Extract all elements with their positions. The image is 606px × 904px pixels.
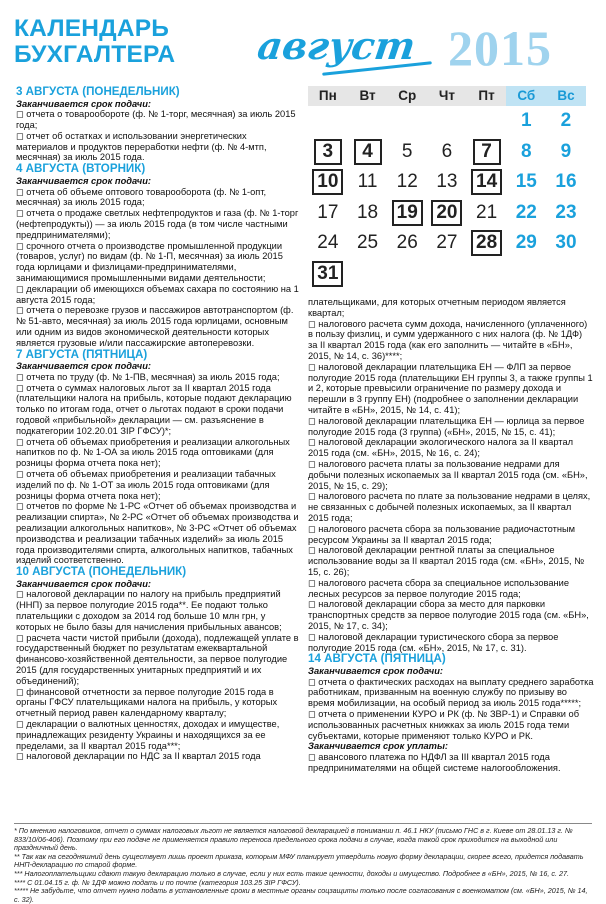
calendar-week-row <box>308 106 586 137</box>
calendar-empty-cell <box>348 106 388 137</box>
deadline-date-heading: 7 АВГУСТА (ПЯТНИЦА) <box>16 347 148 361</box>
weekday-label: Ср <box>398 88 417 103</box>
calendar-day <box>308 259 348 290</box>
deadline-item: ◻ налоговой декларации плательщика ЕН — юрлица за первое полугодие 2015 года (3 группа) («БН», 2015, № 15, с. 41); <box>308 415 585 437</box>
title-line-1: КАЛЕНДАРЬ <box>14 15 170 42</box>
deadline-item: ◻ отчета об объемах приобретения и реализации алкогольных напитков по ф. № 1-ОА за июль 2015 года оптовиками (для розницы форма отчета пока нет); <box>16 436 290 469</box>
calendar-day <box>387 198 427 229</box>
calendar-day <box>467 167 507 198</box>
page-title <box>14 16 175 68</box>
deadline-subheading: Заканчивается срок подачи: <box>16 361 151 372</box>
footnotes <box>14 827 592 904</box>
calendar-day-number: 1 <box>520 110 532 132</box>
calendar-day <box>308 167 348 198</box>
deadline-item: ◻ отчета о продаже светлых нефтепродуктов и газа (ф. № 1-торг (нефтепродукты)) — за июль 2015 года (в том числе частными предпринимателями); <box>16 208 299 240</box>
deadline-date-heading: 3 АВГУСТА (ПОНЕДЕЛЬНИК) <box>16 85 180 98</box>
deadline-item: ◻ налоговой декларации экологического налога за II квартал 2015 года (см. «БН», 2015, № 16, с. 24); <box>308 437 574 459</box>
deadline-item: ◻ отчетов по форме № 1-РС «Отчет об объемах производства и реализации спирта», № 2-РС «Отчет об объемах производства и реализации алкогольных напитков», № 3-РС «Отчет об объемах производства и реализации табачных изделий» за июль 2015 года производителями спирта, алкогольных напитков, табачных изделий соответственно. <box>16 501 299 566</box>
calendar-day-number: 19 <box>392 200 423 226</box>
calendar-day-number: 7 <box>473 139 501 165</box>
calendar-day-number: 27 <box>436 232 458 254</box>
calendar-empty-cell <box>506 259 546 290</box>
calendar-day <box>348 228 388 259</box>
calendar-day <box>546 137 586 168</box>
calendar-day <box>546 167 586 198</box>
calendar-day <box>546 198 586 229</box>
deadline-item: ◻ налоговой декларации по налогу на прибыль предприятий (ННП) за первое полугодие 2015 года**. Ее подают только плательщики с доходом за 2014 год больше 10 млн грн, у которых не было базы для начисления прибыльных авансов; <box>16 589 282 632</box>
calendar-day <box>546 106 586 137</box>
calendar-day-number: 26 <box>396 232 418 254</box>
deadline-item: ◻ налогового расчета сбора за специальное использование лесных ресурсов за первое полугодие 2015 года; <box>308 577 569 599</box>
deadline-item: ◻ отчета о суммах налоговых льгот за II квартал 2015 года (плательщики налога на прибыль, которые подают декларацию только по итогам года, отчет о льготах подают в сроки подачи годовой «прибыльной» декларации — см. разъяснение в подкатегории 102.20.01 ЗIР ГФСУ)*; <box>16 382 292 436</box>
calendar-day <box>427 137 467 168</box>
weekday-label: Пн <box>318 88 337 103</box>
calendar-day <box>348 198 388 229</box>
deadline-item: ◻ налоговой декларации по НДС за II квартал 2015 года <box>16 751 261 762</box>
calendar-day <box>387 137 427 168</box>
calendar-day-number: 13 <box>436 171 458 193</box>
deadline-column-right <box>308 297 594 774</box>
deadline-item: ◻ налоговой декларации сбора за место для парковки транспортных средств за первое полугодие 2015 года (см. «БН», 2015, № 17, с. 34); <box>308 599 589 631</box>
deadline-item: ◻ налогового расчета платы за пользование недрами для добычи полезных ископаемых за II квартал 2015 года (см. «БН», 2015, № 15, с. 29); <box>308 458 588 491</box>
calendar-day <box>348 167 388 198</box>
calendar-day-number: 25 <box>356 232 379 254</box>
calendar-day <box>506 198 546 229</box>
footnote-divider <box>14 823 592 824</box>
deadline-column-left <box>16 86 300 762</box>
calendar-empty-cell <box>387 106 427 137</box>
deadline-item: ◻ отчета по труду (ф. № 1-ПВ, месячная) за июль 2015 года; <box>16 371 280 382</box>
calendar-day-number: 15 <box>515 171 537 193</box>
calendar-day <box>308 137 348 168</box>
calendar-week-row <box>308 259 586 290</box>
calendar-day-number: 31 <box>312 261 343 287</box>
calendar-day <box>348 137 388 168</box>
deadline-item: ◻ налогового расчета по плате за пользование недрами в целях, не связанных с добычей полезных ископаемых, за II квартал 2015 года; <box>308 491 591 523</box>
calendar-day <box>467 198 507 229</box>
calendar-day-number: 14 <box>471 169 502 195</box>
deadline-item: ◻ расчета части чистой прибыли (дохода), подлежащей уплате в государственный бюджет по результатам ежеквартальной финансово-хозяйственной деятельности, за первое полугодие 2015 (для государственных унитарных предприятий и их объединений); <box>16 632 299 686</box>
calendar-day <box>387 167 427 198</box>
calendar-week-row <box>308 198 586 229</box>
deadline-item: ◻ отчета о применении КУРО и РК (ф. № ЗВР-1) и Справки об использованных расчетных книжках за июль 2015 года теми субъектами, которые применяют только КУРО и РК. <box>308 708 580 741</box>
calendar-day-number: 12 <box>396 171 418 193</box>
footnote: *** Налогоплательщики сдают такую декларацию только в случае, если у них есть такие ценности, доходы и имущество. Подробнее в «БН», 2015, № 16, с. 27. <box>14 868 569 878</box>
deadline-subheading: Заканчивается срок подачи: <box>16 98 151 109</box>
deadline-date-heading: 14 АВГУСТА (ПЯТНИЦА) <box>308 652 446 666</box>
footnote: ***** Не забудьте, что отчет нужно подать в установленные сроки в местные органы соцзащиты только после согласования с военкоматом (см. «БН», 2015, № 14, с. 32). <box>14 886 588 904</box>
calendar-day <box>506 137 546 168</box>
calendar-day <box>427 167 467 198</box>
deadline-subheading: Заканчивается срок подачи: <box>16 175 151 186</box>
calendar-day-number: 22 <box>515 201 537 223</box>
calendar-empty-cell <box>467 259 507 290</box>
calendar-day-number: 4 <box>354 139 382 165</box>
calendar-day <box>546 228 586 259</box>
deadline-item: ◻ отчета о перевозке грузов и пассажиров автотранспортом (ф. № 51-авто, месячная) за июль 2015 года юрлицами, основным или одним из видов экономической деятельности которых является грузовые и/или пассажирские автоперевозки. <box>16 305 294 348</box>
deadline-item: ◻ налоговой декларации плательщика ЕН — ФЛП за первое полугодие 2015 года (плательщики ЕН группы 3, а также группы 1 и 2, которые превысили ограничение по размеру дохода и перешли в 3 группу ЕН) (подробнее о заполнении декларации читайте в «БН», 2015, № 14, с. 41); <box>308 361 593 415</box>
deadline-item: ◻ финансовой отчетности за первое полугодие 2015 года в органы ГФСУ плательщиками налога на прибыль, у которых отчетный период равен календарному кварталу; <box>16 686 278 719</box>
deadline-item: ◻ срочного отчета о производстве промышленной продукции (товаров, услуг) по видам (ф. № 1-П, месячная) за июль 2015 года юрлицами и физлицами-предпринимателями, занимающимися промышленными видами деятельности; <box>16 240 283 283</box>
calendar-day-number: 24 <box>317 232 339 254</box>
calendar-day <box>506 228 546 259</box>
deadline-item: ◻ отчет об остатках и использовании энергетических материалов и продуктов переработки нефти (ф. № 4-мтп, месячная) за июль 2015 года. <box>16 130 267 163</box>
deadline-item: ◻ отчета о товарообороте (ф. № 1-торг, месячная) за июль 2015 года; <box>16 109 296 131</box>
weekday-label: Вс <box>546 86 586 106</box>
deadline-subheading: Заканчивается срок подачи: <box>308 665 443 676</box>
title-line-2: БУХГАЛТЕРА <box>14 41 176 68</box>
deadline-item: плательщиками, для которых отчетным периодом является квартал; <box>308 297 566 318</box>
calendar-day-number: 10 <box>312 169 343 195</box>
calendar-day <box>506 106 546 137</box>
weekday-label: Сб <box>506 86 546 106</box>
deadline-item: ◻ налоговой декларации туристического сбора за первое полугодие 2015 года (см. «БН», 2015, № 17, с. 31). <box>308 631 559 653</box>
calendar-empty-cell <box>308 106 348 137</box>
calendar-weekday-header <box>308 86 586 106</box>
calendar-grid <box>308 86 586 289</box>
calendar-day-number: 5 <box>401 140 413 162</box>
month-label: август <box>254 23 419 68</box>
calendar-day-number: 8 <box>520 140 532 162</box>
calendar-day-number: 28 <box>471 230 502 256</box>
year-label: 2015 <box>448 20 552 76</box>
deadline-subheading: Заканчивается срок уплаты: <box>308 741 448 752</box>
calendar-day <box>506 167 546 198</box>
calendar-day <box>387 228 427 259</box>
calendar-day <box>427 198 467 229</box>
deadline-item: ◻ декларации об имеющихся объемах сахара по состоянию на 1 августа 2015 года; <box>16 283 299 305</box>
calendar-empty-cell <box>427 259 467 290</box>
footnote: ** Так как на сегодняшний день существует лишь проект приказа, которым МФУ планирует утвердить новую форму декларации, скорее всего, придется подавать ННП-декларацию по старой форме. <box>14 851 584 870</box>
calendar-day-number: 20 <box>431 200 462 226</box>
calendar-day <box>467 137 507 168</box>
calendar-empty-cell <box>467 106 507 137</box>
weekday-label: Пт <box>478 88 495 103</box>
calendar-day-number: 17 <box>317 201 339 223</box>
calendar-day <box>308 198 348 229</box>
deadline-subheading: Заканчивается срок подачи: <box>16 578 151 589</box>
calendar-empty-cell <box>348 259 388 290</box>
deadline-item: ◻ налогового расчета сбора за пользование радиочастотным ресурсом Украины за II квартал 2015 года; <box>308 523 576 545</box>
deadline-item: ◻ отчета об объемах приобретения и реализации табачных изделий по ф. № 1-ОТ за июль 2015 года оптовиками (для розницы форма отчета пока нет); <box>16 469 276 501</box>
calendar-day-number: 11 <box>357 171 378 193</box>
deadline-date-heading: 4 АВГУСТА (ВТОРНИК) <box>16 162 146 176</box>
calendar-week-row <box>308 167 586 198</box>
calendar-day-number: 2 <box>560 110 572 132</box>
footnote: * По мнению налоговиков, отчет о суммах налоговых льгот не является налоговой декларацией в понимании п. 46.1 НКУ (письмо ГНС в г. Киеве от 28.01.13 г. № 833/10/06-406). Поэтому при его подаче не применяется правило переноса предельного срока подачи в случае, когда такой срок приходится на выходной или праздничный день. <box>14 826 573 853</box>
calendar-day-number: 23 <box>555 201 577 223</box>
calendar-week-row <box>308 228 586 259</box>
weekday-label: Вт <box>359 88 376 103</box>
deadline-item: ◻ отчета об объеме оптового товарооборота (ф. № 1-опт, месячная) за июль 2015 года; <box>16 186 267 208</box>
calendar-day-number: 29 <box>515 232 537 254</box>
calendar-day-number: 30 <box>555 232 577 254</box>
calendar-day <box>467 228 507 259</box>
deadline-item: ◻ декларации о валютных ценностях, доходах и имуществе, принадлежащих резиденту Украины и находящихся за ее пределами, за II квартал 2015 года***; <box>16 719 280 751</box>
calendar-day-number: 3 <box>314 139 342 165</box>
deadline-date-heading: 10 АВГУСТА (ПОНЕДЕЛЬНИК) <box>16 565 187 579</box>
calendar-day <box>427 228 467 259</box>
header <box>0 0 606 86</box>
deadline-item: ◻ авансового платежа по НДФЛ за III квартал 2015 года предпринимателями на общей системе налогообложения. <box>308 752 561 773</box>
deadline-item: ◻ налоговой декларации рентной платы за специальное использование воды за II квартал 2015 года (см. «БН», 2015, № 15, с. 26); <box>308 545 585 577</box>
deadline-item: ◻ налогового расчета сумм дохода, начисленного (уплаченного) в пользу физлиц, и сумм удержанного с них налога (ф. № 1ДФ) за II квартал 2015 года (как его заполнить — читайте в «БН», 2015, № 14, с. 36)****; <box>308 318 588 361</box>
calendar-empty-cell <box>387 259 427 290</box>
calendar-day-number: 9 <box>560 140 572 162</box>
calendar-day-number: 21 <box>476 201 498 223</box>
calendar-empty-cell <box>427 106 467 137</box>
calendar-week-row <box>308 137 586 168</box>
footnote: **** С 01.04.15 г. ф. № 1ДФ можно подать и по почте (категория 103.25 ЗIР ГФСУ). <box>14 877 301 887</box>
deadline-item: ◻ отчета о фактических расходах на выплату среднего заработка работникам, призванным на военную службу по призыву во время мобилизации, на особый период за июль 2015 года*****; <box>308 676 594 709</box>
weekday-label: Чт <box>438 88 455 103</box>
calendar-day-number: 16 <box>555 171 577 193</box>
calendar-day-number: 18 <box>356 201 379 223</box>
calendar-day <box>308 228 348 259</box>
calendar-empty-cell <box>546 259 586 290</box>
calendar-day-number: 6 <box>441 140 453 162</box>
